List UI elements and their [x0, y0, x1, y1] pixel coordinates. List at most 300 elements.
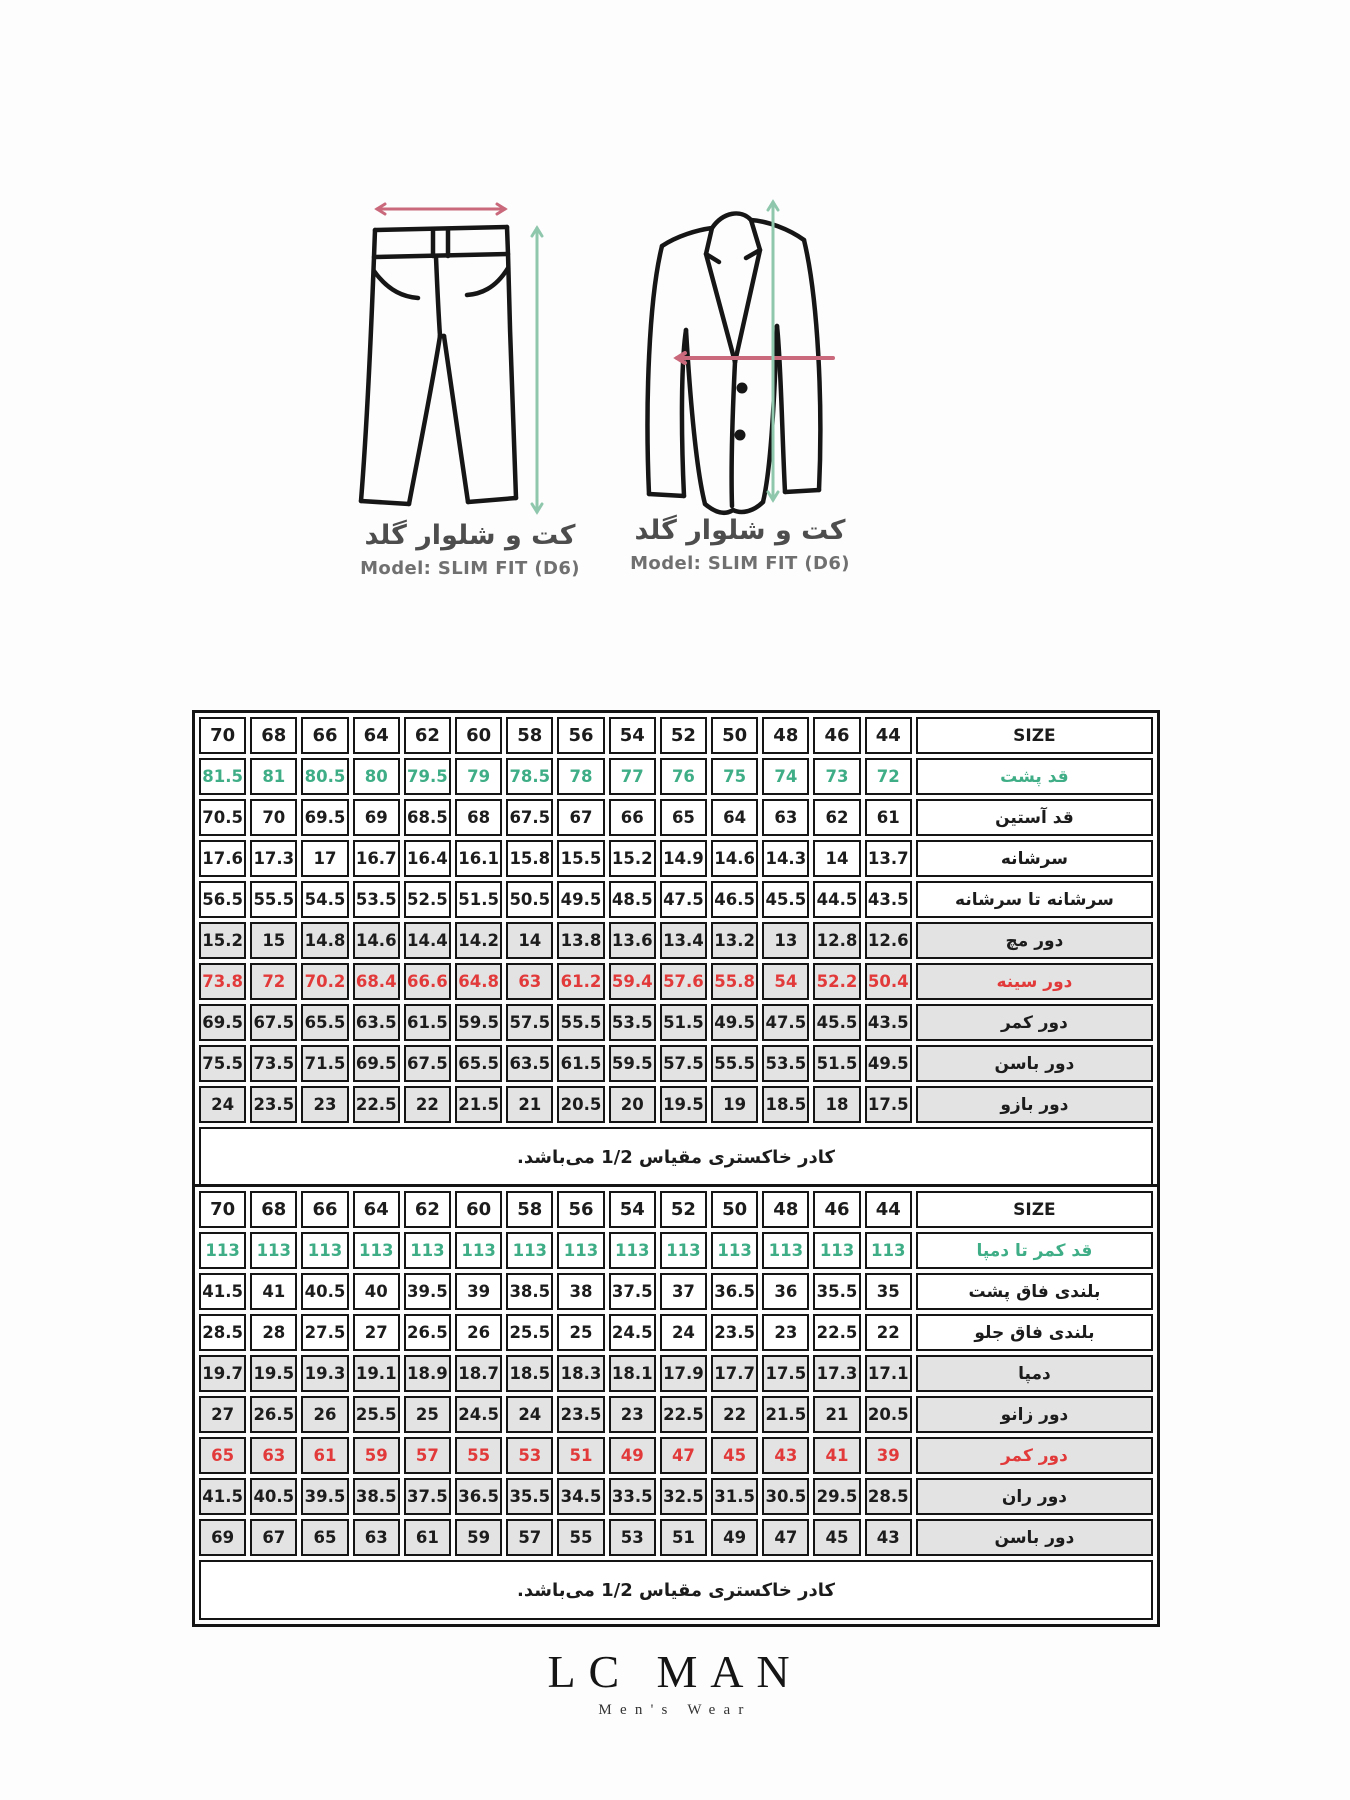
size-col-header: 48 — [762, 717, 809, 754]
measurement-cell: 25 — [404, 1396, 451, 1433]
measurement-cell: 17.7 — [711, 1355, 758, 1392]
measurement-cell: 79 — [455, 758, 502, 795]
scale-note: کادر خاکستری مقیاس 1/2 می‌باشد. — [199, 1560, 1153, 1620]
measurement-cell: 113 — [711, 1232, 758, 1269]
measurement-cell: 81 — [250, 758, 297, 795]
measurement-cell: 19 — [711, 1086, 758, 1123]
size-col-header: 58 — [506, 1191, 553, 1228]
measurement-cell: 39.5 — [404, 1273, 451, 1310]
measurement-cell: 23.5 — [711, 1314, 758, 1351]
size-label-header: SIZE — [916, 717, 1153, 754]
measurement-row — [199, 881, 1153, 918]
measurement-cell: 63 — [250, 1437, 297, 1474]
row-label: قد پشت — [916, 758, 1153, 795]
measurement-row — [199, 1355, 1153, 1392]
measurement-cell: 26 — [301, 1396, 348, 1433]
measurement-cell: 14.2 — [455, 922, 502, 959]
size-col-header: 52 — [660, 717, 707, 754]
size-header-row — [199, 1191, 1153, 1228]
measurement-cell: 73 — [813, 758, 860, 795]
measurement-cell: 51 — [557, 1437, 604, 1474]
measurement-cell: 24.5 — [609, 1314, 656, 1351]
measurement-cell: 14 — [813, 840, 860, 877]
measurement-cell: 23 — [609, 1396, 656, 1433]
measurement-cell: 40.5 — [301, 1273, 348, 1310]
measurement-cell: 36.5 — [711, 1273, 758, 1310]
row-label: دمپا — [916, 1355, 1153, 1392]
row-label: سرشانه — [916, 840, 1153, 877]
measurement-cell: 47 — [762, 1519, 809, 1556]
measurement-cell: 55 — [557, 1519, 604, 1556]
measurement-cell: 61.5 — [404, 1004, 451, 1041]
measurement-cell: 23 — [762, 1314, 809, 1351]
measurement-cell: 27.5 — [301, 1314, 348, 1351]
measurement-cell: 69.5 — [199, 1004, 246, 1041]
measurement-cell: 51.5 — [660, 1004, 707, 1041]
pants-illustration — [345, 196, 595, 528]
measurement-row — [199, 1045, 1153, 1082]
brand-footer — [0, 1645, 1350, 1719]
measurement-cell: 73.8 — [199, 963, 246, 1000]
size-col-header: 66 — [301, 1191, 348, 1228]
row-label: بلندی فاق پشت — [916, 1273, 1153, 1310]
measurement-cell: 23 — [301, 1086, 348, 1123]
measurement-cell: 24 — [660, 1314, 707, 1351]
measurement-cell: 15.8 — [506, 840, 553, 877]
size-col-header: 70 — [199, 717, 246, 754]
measurement-cell: 61 — [865, 799, 912, 836]
measurement-cell: 38 — [557, 1273, 604, 1310]
measurement-cell: 17.9 — [660, 1355, 707, 1392]
measurement-cell: 113 — [404, 1232, 451, 1269]
measurement-row — [199, 1437, 1153, 1474]
measurement-row — [199, 1314, 1153, 1351]
measurement-cell: 65.5 — [301, 1004, 348, 1041]
measurement-cell: 24.5 — [455, 1396, 502, 1433]
measurement-cell: 113 — [301, 1232, 348, 1269]
measurement-cell: 80.5 — [301, 758, 348, 795]
measurement-cell: 26.5 — [404, 1314, 451, 1351]
size-col-header: 54 — [609, 1191, 656, 1228]
measurement-cell: 19.5 — [660, 1086, 707, 1123]
measurement-cell: 45 — [711, 1437, 758, 1474]
measurement-cell: 68.5 — [404, 799, 451, 836]
measurement-cell: 113 — [813, 1232, 860, 1269]
measurement-cell: 56.5 — [199, 881, 246, 918]
measurement-cell: 14.6 — [711, 840, 758, 877]
measurement-cell: 19.1 — [353, 1355, 400, 1392]
measurement-cell: 24 — [506, 1396, 553, 1433]
measurement-cell: 17.3 — [813, 1355, 860, 1392]
measurement-cell: 14.3 — [762, 840, 809, 877]
measurement-cell: 28.5 — [865, 1478, 912, 1515]
measurement-cell: 41.5 — [199, 1273, 246, 1310]
measurement-cell: 67.5 — [250, 1004, 297, 1041]
measurement-cell: 43.5 — [865, 1004, 912, 1041]
measurement-cell: 65 — [199, 1437, 246, 1474]
measurement-cell: 113 — [762, 1232, 809, 1269]
measurement-cell: 27 — [199, 1396, 246, 1433]
row-label: دور باسن — [916, 1519, 1153, 1556]
measurement-cell: 16.4 — [404, 840, 451, 877]
measurement-cell: 41 — [250, 1273, 297, 1310]
measurement-cell: 13.4 — [660, 922, 707, 959]
measurement-cell: 77 — [609, 758, 656, 795]
pants-size-table-wrap — [192, 1184, 1160, 1627]
measurement-cell: 17.5 — [762, 1355, 809, 1392]
size-col-header: 62 — [404, 1191, 451, 1228]
measurement-cell: 52.5 — [404, 881, 451, 918]
measurement-cell: 37.5 — [404, 1478, 451, 1515]
measurement-cell: 49.5 — [557, 881, 604, 918]
measurement-cell: 22.5 — [660, 1396, 707, 1433]
measurement-cell: 49 — [609, 1437, 656, 1474]
measurement-cell: 69 — [353, 799, 400, 836]
measurement-row — [199, 758, 1153, 795]
size-col-header: 64 — [353, 717, 400, 754]
measurement-cell: 59 — [455, 1519, 502, 1556]
measurement-cell: 57.6 — [660, 963, 707, 1000]
measurement-cell: 15.2 — [199, 922, 246, 959]
size-col-header: 56 — [557, 1191, 604, 1228]
measurement-cell: 26.5 — [250, 1396, 297, 1433]
measurement-row — [199, 1004, 1153, 1041]
measurement-cell: 22 — [865, 1314, 912, 1351]
scale-note: کادر خاکستری مقیاس 1/2 می‌باشد. — [199, 1127, 1153, 1187]
measurement-cell: 64.8 — [455, 963, 502, 1000]
measurement-cell: 61.2 — [557, 963, 604, 1000]
row-label: دور باسن — [916, 1045, 1153, 1082]
measurement-cell: 67.5 — [404, 1045, 451, 1082]
measurement-cell: 54.5 — [301, 881, 348, 918]
measurement-cell: 21 — [506, 1086, 553, 1123]
measurement-cell: 13.7 — [865, 840, 912, 877]
measurement-row — [199, 1519, 1153, 1556]
measurement-cell: 43 — [865, 1519, 912, 1556]
measurement-cell: 47.5 — [660, 881, 707, 918]
jacket-illustration — [615, 188, 865, 528]
measurement-cell: 20 — [609, 1086, 656, 1123]
measurement-cell: 63 — [353, 1519, 400, 1556]
size-col-header: 64 — [353, 1191, 400, 1228]
measurement-cell: 55.8 — [711, 963, 758, 1000]
measurement-cell: 48.5 — [609, 881, 656, 918]
pants-caption — [330, 520, 610, 579]
measurement-cell: 113 — [660, 1232, 707, 1269]
measurement-cell: 67 — [557, 799, 604, 836]
size-col-header: 44 — [865, 717, 912, 754]
measurement-cell: 59.4 — [609, 963, 656, 1000]
measurement-cell: 18 — [813, 1086, 860, 1123]
measurement-cell: 14.6 — [353, 922, 400, 959]
measurement-cell: 63 — [506, 963, 553, 1000]
measurement-cell: 41.5 — [199, 1478, 246, 1515]
jacket-size-table-wrap — [192, 710, 1160, 1194]
measurement-cell: 113 — [557, 1232, 604, 1269]
measurement-cell: 53 — [609, 1519, 656, 1556]
measurement-cell: 76 — [660, 758, 707, 795]
measurement-cell: 17 — [301, 840, 348, 877]
size-col-header: 60 — [455, 1191, 502, 1228]
measurement-cell: 17.5 — [865, 1086, 912, 1123]
jacket-chest-arrow-icon — [677, 353, 833, 363]
measurement-cell: 69.5 — [353, 1045, 400, 1082]
measurement-cell: 54 — [762, 963, 809, 1000]
measurement-cell: 15.5 — [557, 840, 604, 877]
size-col-header: 50 — [711, 1191, 758, 1228]
measurement-cell: 16.1 — [455, 840, 502, 877]
row-label: قد آستین — [916, 799, 1153, 836]
measurement-cell: 39 — [865, 1437, 912, 1474]
measurement-cell: 33.5 — [609, 1478, 656, 1515]
measurement-cell: 72 — [865, 758, 912, 795]
measurement-cell: 25.5 — [353, 1396, 400, 1433]
measurement-cell: 18.9 — [404, 1355, 451, 1392]
measurement-cell: 28 — [250, 1314, 297, 1351]
measurement-cell: 50.4 — [865, 963, 912, 1000]
measurement-cell: 53.5 — [762, 1045, 809, 1082]
measurement-cell: 59.5 — [609, 1045, 656, 1082]
measurement-cell: 23.5 — [250, 1086, 297, 1123]
row-label: دور بازو — [916, 1086, 1153, 1123]
size-col-header: 58 — [506, 717, 553, 754]
measurement-row — [199, 799, 1153, 836]
measurement-cell: 55.5 — [250, 881, 297, 918]
measurement-cell: 35 — [865, 1273, 912, 1310]
measurement-cell: 50.5 — [506, 881, 553, 918]
measurement-cell: 27 — [353, 1314, 400, 1351]
measurement-cell: 35.5 — [506, 1478, 553, 1515]
pants-title: کت و شلوار گلد — [364, 520, 576, 551]
pants-length-arrow-icon — [532, 228, 542, 512]
measurement-cell: 12.6 — [865, 922, 912, 959]
measurement-cell: 49 — [711, 1519, 758, 1556]
row-label: دور کمر — [916, 1004, 1153, 1041]
row-label: دور سینه — [916, 963, 1153, 1000]
measurement-cell: 52.2 — [813, 963, 860, 1000]
size-col-header: 68 — [250, 1191, 297, 1228]
measurement-cell: 43.5 — [865, 881, 912, 918]
measurement-cell: 73.5 — [250, 1045, 297, 1082]
measurement-cell: 15 — [250, 922, 297, 959]
measurement-cell: 37.5 — [609, 1273, 656, 1310]
measurement-cell: 64 — [711, 799, 758, 836]
measurement-cell: 61.5 — [557, 1045, 604, 1082]
measurement-cell: 45.5 — [813, 1004, 860, 1041]
measurement-cell: 65 — [301, 1519, 348, 1556]
size-header-row — [199, 717, 1153, 754]
measurement-cell: 18.5 — [762, 1086, 809, 1123]
measurement-cell: 25 — [557, 1314, 604, 1351]
size-col-header: 60 — [455, 717, 502, 754]
row-label: دور ران — [916, 1478, 1153, 1515]
measurement-cell: 18.3 — [557, 1355, 604, 1392]
measurement-cell: 67.5 — [506, 799, 553, 836]
measurement-cell: 75.5 — [199, 1045, 246, 1082]
size-col-header: 44 — [865, 1191, 912, 1228]
measurement-cell: 28.5 — [199, 1314, 246, 1351]
jacket-model-label: Model: SLIM FIT (D6) — [630, 553, 850, 575]
measurement-cell: 55 — [455, 1437, 502, 1474]
pants-drawing — [345, 196, 595, 528]
measurement-cell: 40.5 — [250, 1478, 297, 1515]
size-col-header: 54 — [609, 717, 656, 754]
measurement-cell: 22.5 — [353, 1086, 400, 1123]
measurement-cell: 57 — [404, 1437, 451, 1474]
measurement-cell: 17.3 — [250, 840, 297, 877]
measurement-cell: 17.6 — [199, 840, 246, 877]
size-label-header: SIZE — [916, 1191, 1153, 1228]
measurement-cell: 57.5 — [660, 1045, 707, 1082]
size-col-header: 48 — [762, 1191, 809, 1228]
measurement-cell: 45.5 — [762, 881, 809, 918]
measurement-cell: 70.2 — [301, 963, 348, 1000]
measurement-cell: 113 — [353, 1232, 400, 1269]
measurement-cell: 39 — [455, 1273, 502, 1310]
note-row — [199, 1560, 1153, 1620]
measurement-cell: 113 — [506, 1232, 553, 1269]
measurement-cell: 22 — [404, 1086, 451, 1123]
measurement-cell: 69.5 — [301, 799, 348, 836]
measurement-row — [199, 1232, 1153, 1269]
measurement-cell: 63 — [762, 799, 809, 836]
brand-logo: LC MAN — [547, 1646, 803, 1697]
measurement-cell: 38.5 — [506, 1273, 553, 1310]
measurement-cell: 47 — [660, 1437, 707, 1474]
measurement-cell: 36 — [762, 1273, 809, 1310]
measurement-cell: 70 — [250, 799, 297, 836]
brand-tagline: Men's Wear — [598, 1702, 752, 1718]
measurement-row — [199, 1396, 1153, 1433]
size-col-header: 70 — [199, 1191, 246, 1228]
measurement-cell: 78 — [557, 758, 604, 795]
measurement-cell: 113 — [455, 1232, 502, 1269]
measurement-cell: 17.1 — [865, 1355, 912, 1392]
row-label: دور مچ — [916, 922, 1153, 959]
measurement-cell: 72 — [250, 963, 297, 1000]
measurement-row — [199, 1478, 1153, 1515]
measurement-cell: 66 — [609, 799, 656, 836]
measurement-cell: 16.7 — [353, 840, 400, 877]
measurement-cell: 40 — [353, 1273, 400, 1310]
measurement-cell: 59.5 — [455, 1004, 502, 1041]
row-label: دور کمر — [916, 1437, 1153, 1474]
measurement-cell: 79.5 — [404, 758, 451, 795]
row-label: سرشانه تا سرشانه — [916, 881, 1153, 918]
measurement-cell: 75 — [711, 758, 758, 795]
measurement-cell: 25.5 — [506, 1314, 553, 1351]
measurement-cell: 45 — [813, 1519, 860, 1556]
measurement-cell: 23.5 — [557, 1396, 604, 1433]
measurement-cell: 57.5 — [506, 1004, 553, 1041]
measurement-cell: 22 — [711, 1396, 758, 1433]
jacket-title: کت و شلوار گلد — [634, 515, 846, 546]
measurement-cell: 26 — [455, 1314, 502, 1351]
measurement-cell: 69 — [199, 1519, 246, 1556]
size-col-header: 66 — [301, 717, 348, 754]
measurement-cell: 15.2 — [609, 840, 656, 877]
measurement-cell: 49.5 — [711, 1004, 758, 1041]
pants-size-table — [192, 1184, 1160, 1627]
measurement-cell: 59 — [353, 1437, 400, 1474]
measurement-cell: 22.5 — [813, 1314, 860, 1351]
measurement-row — [199, 922, 1153, 959]
measurement-cell: 21.5 — [762, 1396, 809, 1433]
measurement-cell: 71.5 — [301, 1045, 348, 1082]
measurement-cell: 18.1 — [609, 1355, 656, 1392]
measurement-cell: 38.5 — [353, 1478, 400, 1515]
measurement-cell: 51 — [660, 1519, 707, 1556]
pants-model-label: Model: SLIM FIT (D6) — [360, 558, 580, 580]
measurement-cell: 57 — [506, 1519, 553, 1556]
measurement-row — [199, 1086, 1153, 1123]
measurement-row — [199, 1273, 1153, 1310]
measurement-cell: 67 — [250, 1519, 297, 1556]
measurement-cell: 43 — [762, 1437, 809, 1474]
measurement-cell: 14.9 — [660, 840, 707, 877]
measurement-cell: 55.5 — [557, 1004, 604, 1041]
measurement-cell: 68.4 — [353, 963, 400, 1000]
measurement-cell: 113 — [250, 1232, 297, 1269]
measurement-cell: 65 — [660, 799, 707, 836]
row-label: قد کمر تا دمپا — [916, 1232, 1153, 1269]
measurement-cell: 53.5 — [353, 881, 400, 918]
size-col-header: 46 — [813, 717, 860, 754]
measurement-cell: 113 — [199, 1232, 246, 1269]
measurement-cell: 37 — [660, 1273, 707, 1310]
measurement-cell: 39.5 — [301, 1478, 348, 1515]
measurement-cell: 63.5 — [353, 1004, 400, 1041]
measurement-row — [199, 840, 1153, 877]
measurement-cell: 53 — [506, 1437, 553, 1474]
measurement-cell: 74 — [762, 758, 809, 795]
measurement-cell: 62 — [813, 799, 860, 836]
measurement-cell: 51.5 — [455, 881, 502, 918]
size-col-header: 50 — [711, 717, 758, 754]
measurement-cell: 29.5 — [813, 1478, 860, 1515]
measurement-cell: 35.5 — [813, 1273, 860, 1310]
jacket-drawing — [615, 188, 865, 528]
measurement-cell: 14 — [506, 922, 553, 959]
measurement-cell: 18.5 — [506, 1355, 553, 1392]
measurement-cell: 19.3 — [301, 1355, 348, 1392]
measurement-cell: 20.5 — [557, 1086, 604, 1123]
size-col-header: 46 — [813, 1191, 860, 1228]
measurement-cell: 34.5 — [557, 1478, 604, 1515]
jacket-size-table — [192, 710, 1160, 1194]
measurement-cell: 63.5 — [506, 1045, 553, 1082]
measurement-cell: 55.5 — [711, 1045, 758, 1082]
measurement-cell: 113 — [865, 1232, 912, 1269]
size-col-header: 52 — [660, 1191, 707, 1228]
jacket-caption — [600, 515, 880, 574]
measurement-cell: 49.5 — [865, 1045, 912, 1082]
measurement-cell: 24 — [199, 1086, 246, 1123]
measurement-cell: 20.5 — [865, 1396, 912, 1433]
row-label: بلندی فاق جلو — [916, 1314, 1153, 1351]
measurement-cell: 13.8 — [557, 922, 604, 959]
measurement-cell: 80 — [353, 758, 400, 795]
measurement-cell: 18.7 — [455, 1355, 502, 1392]
measurement-cell: 51.5 — [813, 1045, 860, 1082]
measurement-cell: 13 — [762, 922, 809, 959]
measurement-cell: 36.5 — [455, 1478, 502, 1515]
size-col-header: 62 — [404, 717, 451, 754]
note-row — [199, 1127, 1153, 1187]
measurement-cell: 61 — [404, 1519, 451, 1556]
measurement-cell: 32.5 — [660, 1478, 707, 1515]
pants-width-arrow-icon — [377, 204, 505, 214]
